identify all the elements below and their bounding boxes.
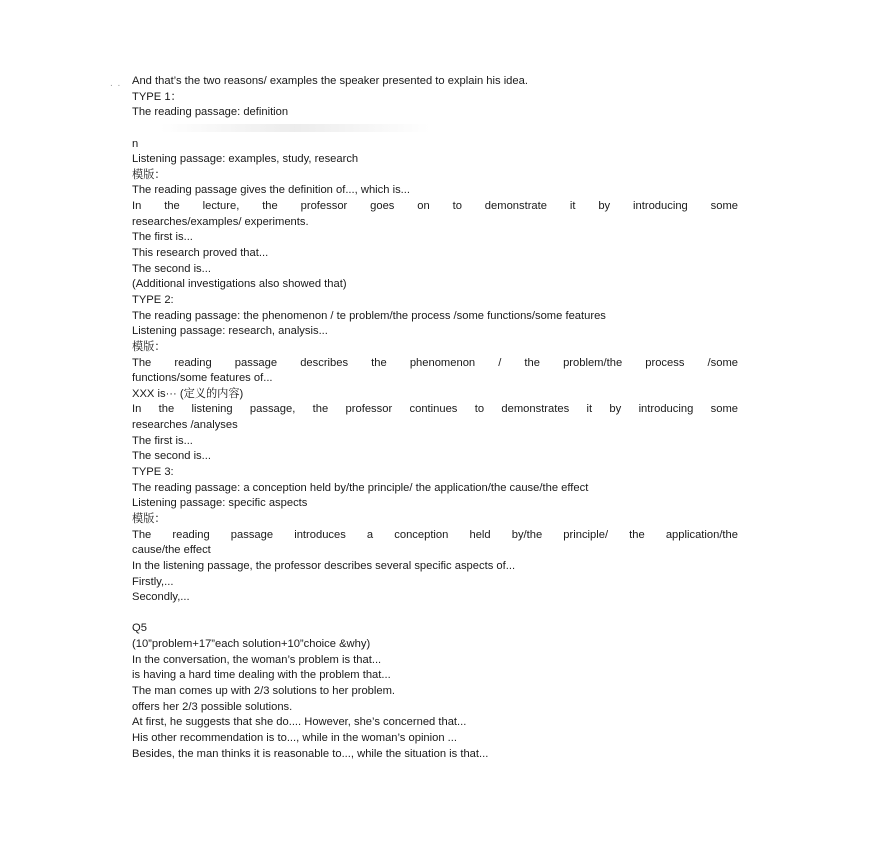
text-line: The reading passage: the phenomenon / te problem/the process /some functions/some features — [132, 309, 606, 322]
text-line: The second is... — [132, 262, 211, 275]
text-line: The reading passage introduces a conception held by/the principle/ the application/the — [132, 528, 738, 541]
blank-line — [132, 121, 738, 137]
text-line: The man comes up with 2/3 solutions to her problem. — [132, 684, 396, 697]
text-line: cause/the effect — [132, 544, 211, 557]
text-line: Besides, the man thinks it is reasonable to..., while the situation is that... — [132, 747, 489, 760]
text-line: offers her 2/3 possible solutions. — [132, 700, 293, 713]
text-line: (Additional investigations also showed that) — [132, 278, 347, 291]
blank-line — [132, 606, 738, 622]
text-line: 模版： — [132, 340, 166, 353]
text-line: Listening passage: research, analysis... — [132, 325, 328, 338]
text-line: Listening passage: examples, study, research — [132, 153, 359, 166]
corner-mark: . . — [110, 78, 122, 89]
text-line: functions/some features of... — [132, 372, 273, 385]
text-line: The reading passage: a conception held by/the principle/ the application/the cause/the effect — [132, 481, 589, 494]
text-line: His other recommendation is to..., while in the woman’s opinion ... — [132, 731, 458, 744]
text-line: At first, he suggests that she do.... However, she’s concerned that... — [132, 716, 467, 729]
text-line: In the listening passage, the professor continues to demonstrates it by introducing some — [132, 403, 738, 416]
text-line: researches/examples/ experiments. — [132, 215, 309, 228]
text-line: In the listening passage, the professor describes several specific aspects of... — [132, 559, 516, 572]
text-line: TYPE 3: — [132, 466, 174, 479]
text-line: The reading passage describes the phenomenon / the problem/the process /some — [132, 356, 738, 369]
text-line: n — [132, 137, 139, 150]
text-line: The second is... — [132, 450, 211, 463]
text-line: The first is... — [132, 231, 193, 244]
text-line: researches /analyses — [132, 419, 238, 432]
document-body — [132, 74, 738, 762]
text-line: And that’s the two reasons/ examples the speaker presented to explain his idea. — [132, 75, 528, 87]
text-line: The reading passage: definition — [132, 106, 289, 119]
text-line: Firstly,... — [132, 575, 174, 588]
text-line: The first is... — [132, 434, 193, 447]
text-line: Q5 — [132, 622, 147, 635]
text-line: Secondly,... — [132, 591, 190, 604]
text-line: The reading passage gives the definition of..., which is... — [132, 184, 410, 197]
text-line: This research proved that... — [132, 247, 269, 260]
text-line: XXX is··· (定义的内容) — [132, 387, 244, 400]
text-line: Listening passage: specific aspects — [132, 497, 308, 510]
text-line: 模版： — [132, 512, 166, 525]
text-line: TYPE 2: — [132, 293, 174, 306]
text-line: In the conversation, the woman’s problem is that... — [132, 653, 382, 666]
text-line: 模版： — [132, 168, 166, 181]
text-line: is having a hard time dealing with the problem that... — [132, 669, 391, 682]
text-line: TYPE 1： — [132, 90, 182, 103]
text-line: In the lecture, the professor goes on to demonstrate it by introducing some — [132, 200, 738, 213]
text-line: (10”problem+17”each solution+10”choice &why) — [132, 638, 371, 651]
